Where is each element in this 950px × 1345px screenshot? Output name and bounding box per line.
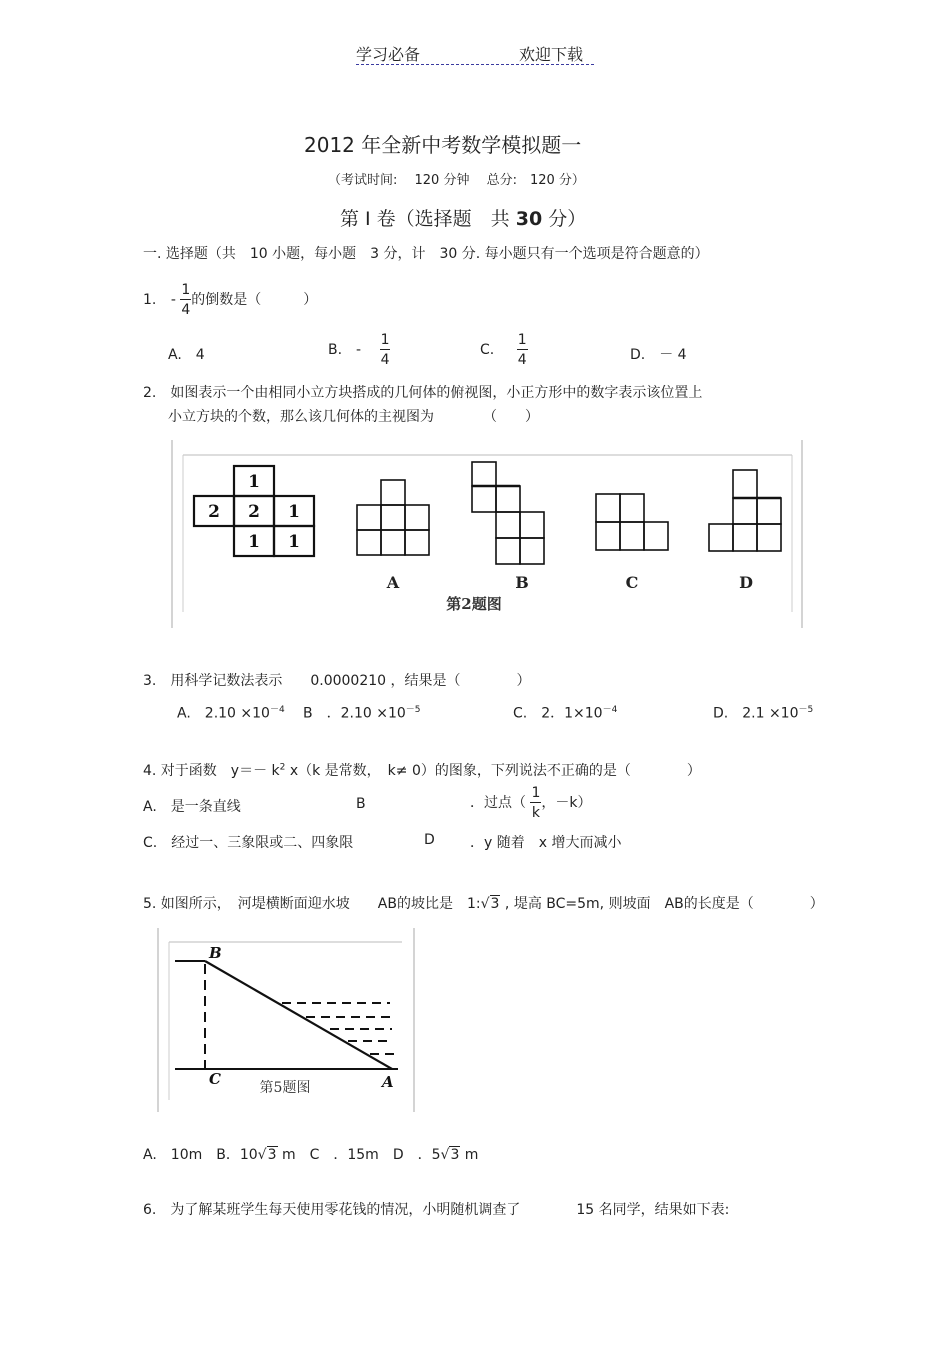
option-label: B — [515, 573, 529, 592]
figure-caption: 第2题图 — [446, 595, 502, 613]
grid-number: 1 — [288, 502, 300, 522]
page-title: 2012 年全新中考数学模拟题一 — [304, 133, 582, 157]
grid-number: 1 — [248, 532, 260, 552]
q2-line1: 2. 如图表示一个由相同小立方块搭成的几何体的俯视图，小正方形中的数字表示该位置上 — [143, 385, 703, 401]
q6-stem: 6. 为了解某班学生每天使用零花钱的情况，小明随机调查了 15 名同学，结果如下表: — [143, 1202, 730, 1218]
point-label: B — [209, 944, 222, 962]
q1-option-d: D. － 4 — [630, 347, 687, 363]
q1-option-b: B. - $\frac{1}{4}$ — [328, 332, 390, 368]
q2-line2: 小立方块的个数，那么该几何体的主视图为 （ ） — [168, 409, 539, 425]
option-label: D — [739, 573, 753, 592]
q4-option-a: A. 是一条直线 — [143, 799, 241, 815]
q4-option-b-label: B — [356, 796, 366, 812]
grid-number: 1 — [288, 532, 300, 552]
header-right: 欢迎下载 — [519, 45, 584, 64]
exam-info: （考试时间: 120 分钟 总分: 120 分） — [328, 173, 585, 188]
q3-option-a: A. $2.10 \times 10^{-4}$ — [177, 705, 285, 722]
q1-option-a: A. 4 — [168, 347, 205, 363]
option-label: C — [625, 573, 639, 592]
option-label: A — [386, 573, 400, 592]
q5-stem: 5. 如图所示， 河堤横断面迎水坡 AB的坡比是 1:√3 , 堤高 BC=5m, 则坡面 AB的长度是（ ） — [143, 896, 824, 912]
q5-options: A. 10m B．10√3 m C ．15m D ．5√3 m — [143, 1147, 479, 1163]
q3-option-c: C. 2．$1\times 10^{-4}$ — [513, 705, 618, 722]
q4-option-d: ．y 随着 x 增大而减小 — [470, 835, 622, 851]
grid-number: 1 — [248, 472, 260, 492]
grid-number: 2 — [208, 502, 220, 522]
q3-stem: 3. 用科学记数法表示 0.0000210 ，结果是（ ） — [143, 673, 531, 689]
q4-stem: 4. 对于函数 $y=- k^2$ x（k 是常数， k≠ 0）的图象，下列说法不正确的是（ ） — [143, 762, 701, 779]
figure-caption: 第5题图 — [259, 1080, 311, 1096]
question-1: 1. - $\frac{1}{4}$ 的倒数是（ ） — [143, 282, 318, 318]
grid-number: 2 — [248, 502, 260, 522]
point-label: A — [382, 1073, 394, 1091]
point-label: C — [209, 1070, 221, 1088]
q3-option-b: B ．$2.10 \times 10^{-5}$ — [303, 705, 421, 722]
q1-option-c: C. $\frac{1}{4}$ — [480, 332, 527, 368]
q4-option-c: C. 经过一、三象限或二、四象限 — [143, 835, 354, 851]
header-left: 学习必备 — [356, 45, 421, 64]
fraction: $\frac{1}{4}$ — [181, 282, 191, 318]
part-title: 第 I 卷（选择题 共 30 分） — [340, 208, 587, 230]
q3-option-d: D. $2.1 \times 10^{-5}$ — [713, 705, 814, 722]
q4-option-b: ．过点（ $\frac{1}{k}$ ，－k） — [470, 785, 592, 821]
section-heading: 一. 选择题（共 10 小题，每小题 3 分，计 30 分. 每小题只有一个选项是符合题意的） — [143, 246, 709, 262]
q4-option-d-label: D — [424, 832, 435, 848]
